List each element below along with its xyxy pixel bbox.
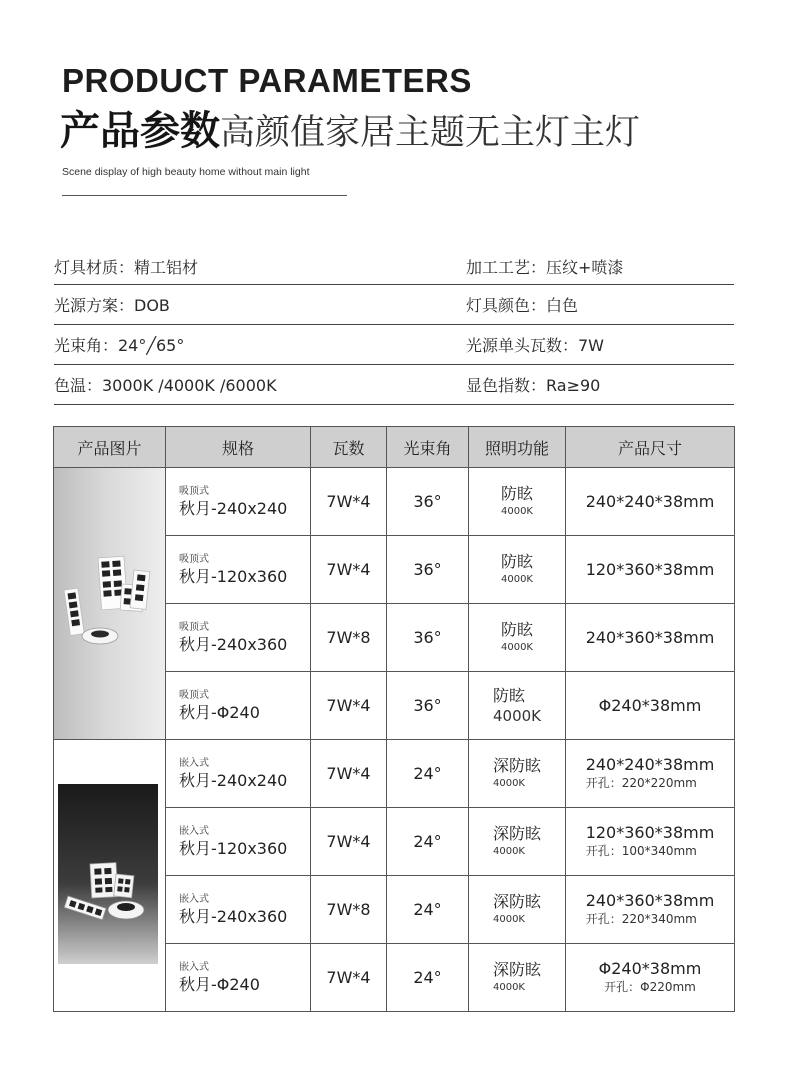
spec-beam-angle: 光束角：24°╱65° (54, 336, 185, 355)
size-cell (566, 740, 735, 808)
header-image: 产品图片 (54, 427, 166, 468)
function-label: 深防眩 (492, 755, 541, 775)
cutout-label: 开孔：220*340mm (585, 912, 697, 926)
angle-cell: 24° (387, 740, 469, 808)
spec-cell (166, 672, 311, 740)
size-label: 240*360*38mm (585, 627, 715, 647)
mount-type: 吸顶式 (179, 553, 209, 565)
angle-cell: 36° (387, 536, 469, 604)
mount-type: 嵌入式 (179, 961, 209, 973)
size-cell (566, 536, 735, 604)
watt-cell: 7W*4 (311, 944, 387, 1012)
watt-cell: 7W*4 (311, 808, 387, 876)
model-name: 秋月-Φ240 (179, 702, 260, 722)
watt-cell: 7W*4 (311, 468, 387, 536)
size-cell (566, 944, 735, 1012)
title-chinese-bold: 产品参数 (60, 108, 220, 154)
spec-cell (166, 740, 311, 808)
table-header-row (54, 427, 735, 468)
cutout-label: 开孔：100*340mm (585, 844, 697, 858)
subtitle: Scene display of high beauty home without main light (62, 166, 310, 178)
model-name: 秋月-240x240 (179, 770, 288, 790)
spec-row (54, 325, 734, 365)
watt-cell: 7W*8 (311, 876, 387, 944)
size-label: Φ240*38mm (598, 695, 702, 715)
function-cell (469, 468, 566, 536)
spec-row (54, 285, 734, 325)
color-temp-label: 4000K (492, 981, 525, 993)
model-name: 秋月-240x240 (179, 498, 288, 518)
model-name: 秋月-120x360 (179, 566, 288, 586)
function-label: 深防眩 (492, 891, 541, 911)
function-cell (469, 536, 566, 604)
watt-cell: 7W*8 (311, 604, 387, 672)
table-row (54, 468, 735, 536)
mount-type: 嵌入式 (179, 893, 209, 905)
title-chinese (60, 106, 640, 164)
mount-type: 吸顶式 (179, 485, 209, 497)
function-label: 防眩 (500, 619, 533, 639)
watt-cell: 7W*4 (311, 672, 387, 740)
header-watt: 瓦数 (311, 427, 387, 468)
spec-color: 灯具颜色：白色 (466, 296, 579, 315)
angle-cell: 24° (387, 944, 469, 1012)
model-name: 秋月-240x360 (179, 906, 288, 926)
cutout-label: 开孔：Φ220mm (604, 980, 696, 994)
size-label: 240*240*38mm (585, 491, 715, 511)
function-label: 防眩 (500, 483, 533, 503)
size-label: 120*360*38mm (585, 823, 715, 842)
function-cell (469, 604, 566, 672)
title-english: PRODUCT PARAMETERS (62, 62, 472, 99)
recessed-product-image (54, 740, 166, 1012)
mount-type: 嵌入式 (179, 757, 209, 769)
color-temp-label: 4000K (492, 845, 525, 857)
spec-cell (166, 604, 311, 672)
mount-type: 吸顶式 (179, 621, 209, 633)
spec-process: 加工工艺：压纹+喷漆 (466, 257, 624, 277)
surface-mount-product-image (54, 468, 166, 740)
header-size: 产品尺寸 (566, 427, 735, 468)
watt-cell: 7W*4 (311, 740, 387, 808)
model-name: 秋月-120x360 (179, 838, 288, 858)
color-temp-label: 4000K (492, 913, 525, 925)
table-row (54, 740, 735, 808)
model-name: 秋月-Φ240 (179, 974, 260, 994)
spec-row (54, 365, 734, 405)
mount-type: 嵌入式 (179, 825, 209, 837)
color-temp-label: 4000K (492, 706, 541, 725)
function-label: 深防眩 (492, 823, 541, 843)
size-label: 240*360*38mm (585, 891, 715, 910)
function-label: 防眩 (492, 685, 525, 705)
size-cell (566, 808, 735, 876)
angle-cell: 36° (387, 468, 469, 536)
spec-cell (166, 808, 311, 876)
size-label: 120*360*38mm (585, 559, 715, 579)
header-function: 照明功能 (469, 427, 566, 468)
product-table (53, 426, 735, 1012)
color-temp-label: 4000K (500, 505, 533, 517)
surface-lamps-illustration (54, 468, 166, 740)
mount-type: 吸顶式 (179, 689, 209, 701)
cutout-label: 开孔：220*220mm (585, 776, 697, 790)
spec-cell (166, 468, 311, 536)
color-temp-label: 4000K (500, 641, 533, 653)
angle-cell: 36° (387, 672, 469, 740)
spec-row (54, 248, 734, 285)
function-cell (469, 944, 566, 1012)
spec-light-source: 光源方案：DOB (54, 296, 170, 315)
header-spec: 规格 (166, 427, 311, 468)
spec-wattage: 光源单头瓦数：7W (466, 336, 605, 355)
angle-cell: 24° (387, 808, 469, 876)
spec-material: 灯具材质：精工铝材 (54, 257, 199, 277)
angle-cell: 36° (387, 604, 469, 672)
size-cell (566, 876, 735, 944)
angle-cell: 24° (387, 876, 469, 944)
model-name: 秋月-240x360 (179, 634, 288, 654)
size-cell (566, 604, 735, 672)
spec-cell (166, 876, 311, 944)
function-cell (469, 808, 566, 876)
header-divider (62, 195, 347, 196)
color-temp-label: 4000K (492, 777, 525, 789)
size-cell (566, 672, 735, 740)
size-label: Φ240*38mm (598, 959, 702, 978)
watt-cell: 7W*4 (311, 536, 387, 604)
spec-cell (166, 536, 311, 604)
spec-list (54, 248, 734, 405)
recessed-lamps-illustration (54, 740, 166, 1012)
function-cell (469, 740, 566, 808)
header-angle: 光束角 (387, 427, 469, 468)
size-label: 240*240*38mm (585, 755, 715, 774)
function-label: 防眩 (500, 551, 533, 571)
size-cell (566, 468, 735, 536)
function-label: 深防眩 (492, 959, 541, 979)
color-temp-label: 4000K (500, 573, 533, 585)
spec-cri: 显色指数：Ra≥90 (466, 376, 601, 395)
title-chinese-light: 高颜值家居主题无主灯主灯 (220, 113, 641, 153)
spec-color-temp: 色温：3000K /4000K /6000K (54, 376, 277, 395)
spec-cell (166, 944, 311, 1012)
function-cell (469, 672, 566, 740)
function-cell (469, 876, 566, 944)
